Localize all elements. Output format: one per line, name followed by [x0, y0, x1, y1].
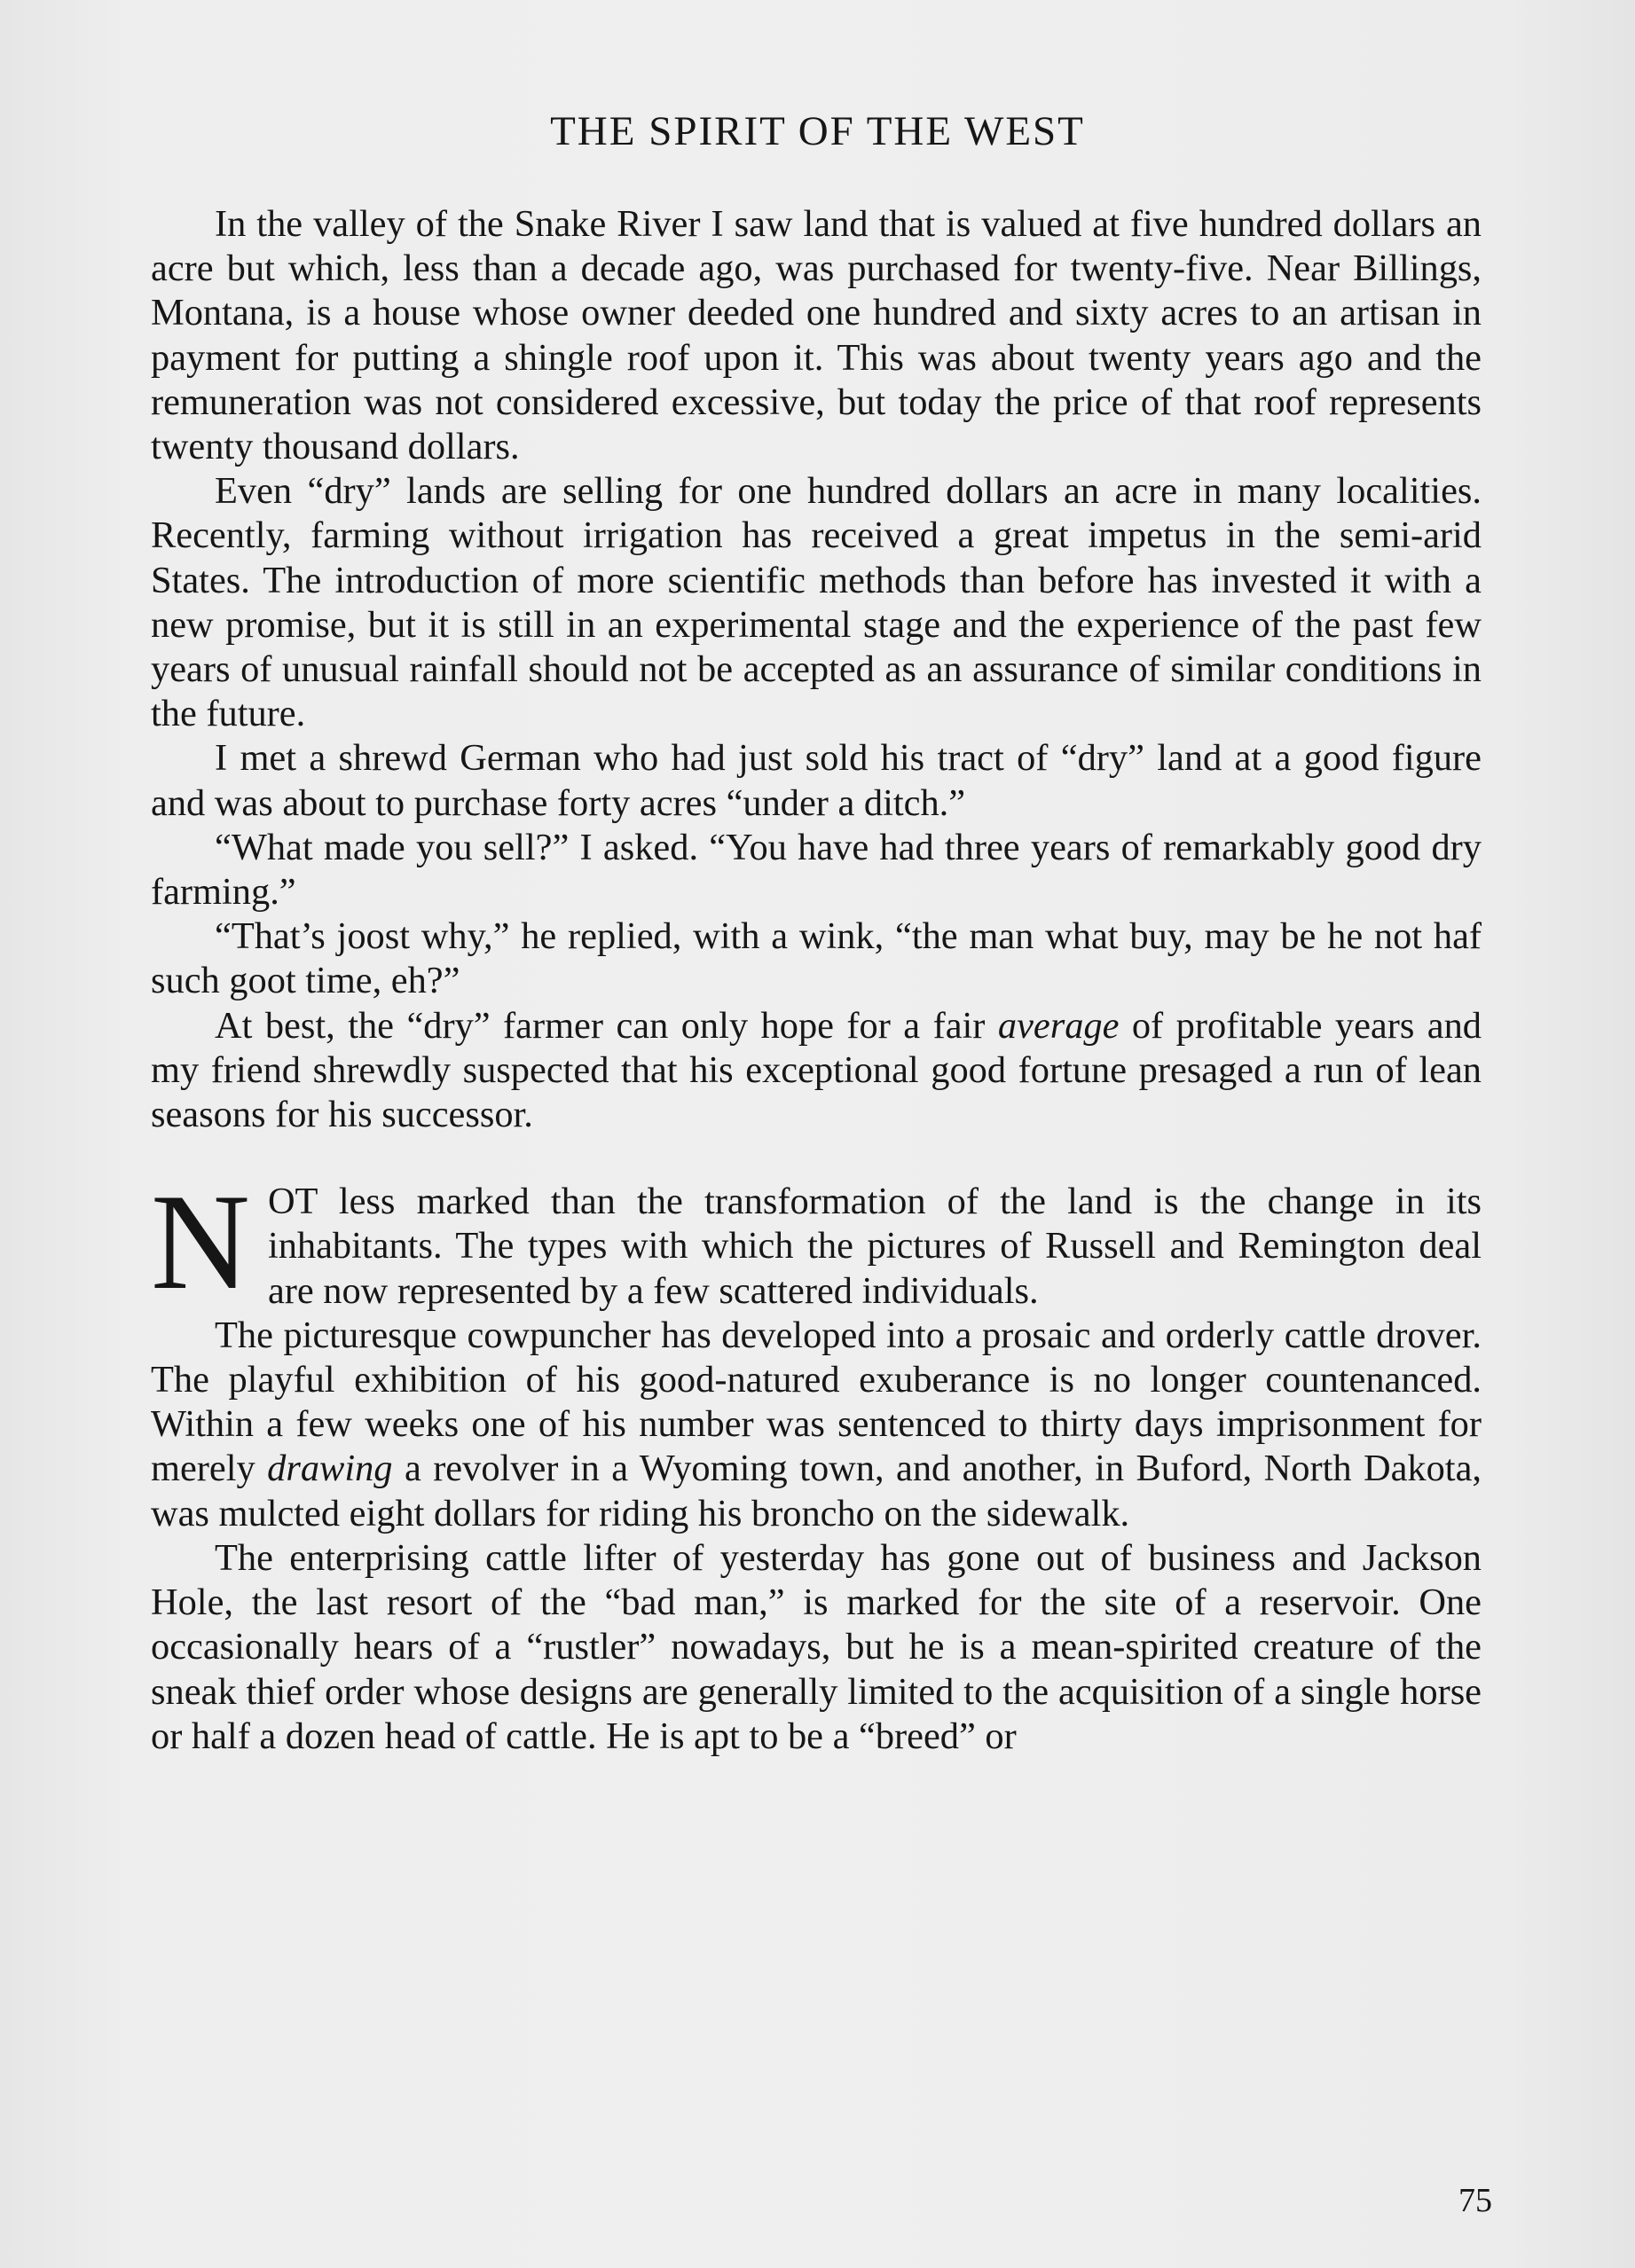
- paragraph-text: of profitable years and my friend shrewdly suspected that his exceptional good fortune presaged a run of lean seasons for his successor.: [151, 1004, 1482, 1136]
- emphasis-average: average: [997, 1004, 1120, 1047]
- paragraph-cattle-lifter: The enterprising cattle lifter of yesterday has gone out of business and Jackson Hole, the last resort of the “bad man,” is marked for the site of a reservoir. One occasionally hears of a “rustler” nowadays, but he is a mean-spirited creature of the sneak thief order whose designs are generally limited to the acquisition of a single horse or half a dozen head of cattle. He is apt to be a “breed” or: [151, 1536, 1482, 1757]
- paragraph-dry-lands: Even “dry” lands are selling for one hundred dollars an acre in many localities. Recently, farming without irrigation has received a great impetus in the semi-arid States. The introduction of more scientific methods than before has invested it with a new promise, but it is still in an experimental stage and the experience of the past few years of unusual rainfall should not be accepted as an assurance of similar conditions in the future.: [151, 470, 1482, 735]
- paragraph-text: At best, the “dry” farmer can only hope for a fair: [215, 1004, 998, 1047]
- paragraph-text: The picturesque cowpuncher has developed into a prosaic and orderly cattle drover. The playful exhibition of his good-natured exuberance is no longer countenanced. Within a few weeks one of his number was sentenced to thirty days imprisonment for merely: [151, 1314, 1482, 1490]
- body-text: [151, 202, 1482, 1759]
- paragraph-cowpuncher: [151, 1314, 1482, 1536]
- drop-cap: N: [151, 1165, 250, 1319]
- page-number: 75: [1458, 2182, 1492, 2219]
- paragraph-text: OT less marked than the transformation of the land is the change in its inhabitants. The types with which the pictures of Russell and Remington deal are now represented by a few scattered individuals.: [267, 1181, 1482, 1312]
- section-break: [151, 1137, 1482, 1180]
- paragraph-dialogue-question: “What made you sell?” I asked. “You have had three years of remarkably good dry farming.”: [151, 826, 1482, 914]
- paragraph-inhabitants: [151, 1165, 1482, 1319]
- running-head: THE SPIRIT OF THE WEST: [550, 108, 1085, 154]
- paragraph-german-farmer: I met a shrewd German who had just sold his tract of “dry” land at a good figure and was about to purchase forty acres “under a ditch.”: [151, 737, 1482, 824]
- paragraph-dry-farmer-outlook: [151, 1004, 1482, 1138]
- paragraph-dialogue-answer: “That’s joost why,” he replied, with a wink, “the man what buy, may be he not haf such goot time, eh?”: [151, 915, 1482, 1002]
- emphasis-drawing: drawing: [267, 1448, 393, 1490]
- paragraph-land-values: In the valley of the Snake River I saw land that is valued at five hundred dollars an acre but which, less than a decade ago, was purchased for twenty-five. Near Billings, Montana, is a house whose owner deeded one hundred and sixty acres to an artisan in payment for putting a shingle roof upon it. This was about twenty years ago and the remuneration was not considered excessive, but today the price of that roof represents twenty thousand dollars.: [151, 203, 1482, 468]
- paragraph-text: a revolver in a Wyoming town, and another, in Buford, North Dakota, was mulcted eight dollars for riding his broncho on the sidewalk.: [151, 1448, 1482, 1534]
